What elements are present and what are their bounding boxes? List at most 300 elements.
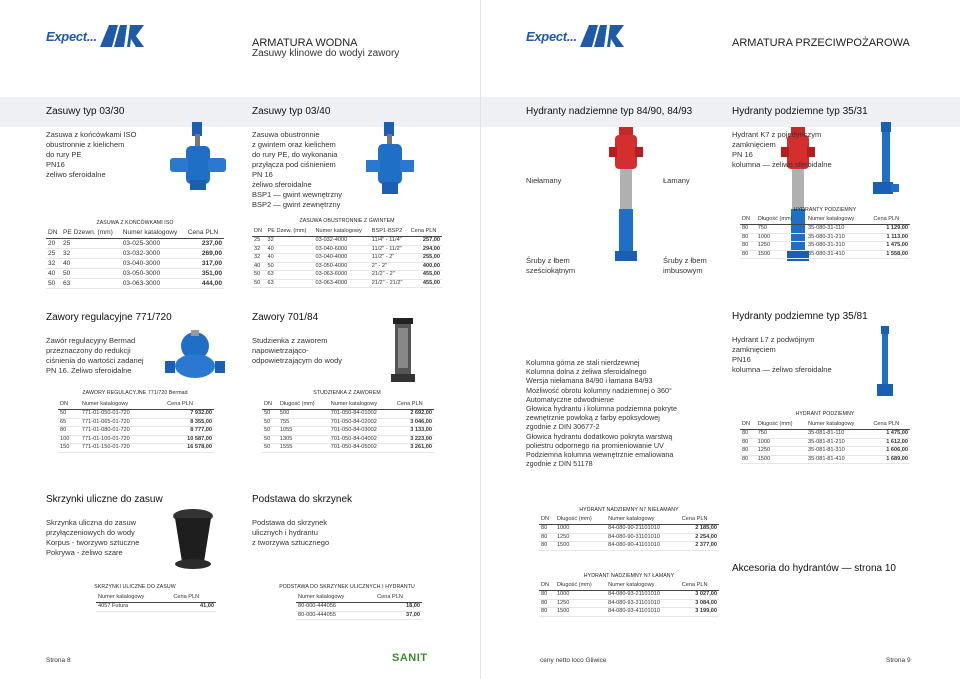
table-cell: 4057 Futura <box>96 603 171 612</box>
desc-line: z gwintem oraz kielichem <box>252 140 336 149</box>
table-cell: 03-032-4000 <box>313 237 369 246</box>
table-body <box>740 430 910 464</box>
expect-text: Expect... <box>526 28 577 44</box>
desc-line: PN16 <box>732 355 751 364</box>
feature-line: Głowica hydrantu i kolumna podziemna pokryte <box>526 404 678 414</box>
desc-line: imbusowym <box>663 266 703 275</box>
table-cell: 32 <box>252 254 266 263</box>
table-row <box>740 242 910 251</box>
table-cell: 1555 <box>278 444 329 453</box>
table-cell: 50 <box>262 444 278 453</box>
desc-line: żeliwo sferoidalne <box>252 180 312 189</box>
table-row <box>262 435 434 444</box>
section-title-zawory-70184: Zawory 701/84 <box>252 312 319 323</box>
table-cell: 25 <box>252 237 266 246</box>
table-cell: 32 <box>252 245 266 254</box>
table-row <box>740 430 910 439</box>
table-row <box>296 611 422 620</box>
zasuwy-0330-price-table <box>46 228 224 289</box>
zasuwy-0340-price-table <box>252 227 442 288</box>
table-cell: 80 <box>740 242 756 251</box>
underground-hydrant-3581-image <box>873 324 897 400</box>
accessories-link[interactable]: Akcesoria do hydrantów — strona 10 <box>732 563 896 574</box>
table-cell: 1000 <box>756 233 806 242</box>
table-cell: 8 355,00 <box>165 418 214 427</box>
table-cell: 701-050-84-05002 <box>329 444 395 453</box>
label-sruby-szesciokatne <box>526 256 575 276</box>
table-cell: 1250 <box>756 447 806 456</box>
price-note: ceny netto loco Gliwice <box>540 657 607 664</box>
table-row <box>252 254 442 263</box>
section-header-title: ARMATURA WODNA <box>252 37 358 49</box>
table-cell: 80 <box>539 542 555 551</box>
table-body <box>539 591 719 617</box>
table-cell: 03-040-3000 <box>121 259 186 269</box>
table-cell: 16 578,00 <box>165 444 214 453</box>
table-cell: 317,00 <box>186 259 224 269</box>
section-title-zasuwy-0340: Zasuwy typ 03/40 <box>252 106 331 117</box>
table-cell: 1500 <box>555 608 606 617</box>
table-cell: 701-050-84-02002 <box>329 418 395 427</box>
zasuwy-0340-table-caption: ZASUWA OBUSTRONNIE Z GWINTEM <box>299 218 395 224</box>
table-body <box>46 239 224 289</box>
table-cell: 40 <box>46 269 61 279</box>
desc-line: kolumna — żeliwo sferoidalne <box>732 160 832 169</box>
right-page <box>480 0 960 679</box>
desc-line: BSP2 — gwint zewnętrzny <box>252 200 341 209</box>
table-cell: 455,00 <box>409 271 442 280</box>
desc-line: Zasuwa z końcówkami ISO <box>46 130 137 139</box>
table-cell: 32 <box>46 259 61 269</box>
desc-line: zamknięciem <box>732 345 776 354</box>
feature-line: Kolumna górna ze stali nierdzewnej <box>526 358 640 367</box>
skrzynki-description <box>46 518 176 558</box>
table-row <box>58 418 214 427</box>
table-cell: 3 027,00 <box>680 591 719 600</box>
table-cell: 80 <box>740 455 756 464</box>
hydranty-3531-table-caption: HYDRANTY PODZIEMNY <box>793 207 857 213</box>
col-header: DN <box>46 228 61 239</box>
table-cell: 03-063-4000 <box>313 279 369 288</box>
desc-line: odpowietrzającym do wody <box>252 356 343 365</box>
col-header: PE Dzewn. (mm) <box>61 228 121 239</box>
desc-line: sześciokątnym <box>526 266 576 275</box>
podstawa-table-caption: PODSTAWA DO SKRZYNEK ULICZNYCH I HYDRANTU <box>279 584 415 590</box>
col-header: DN <box>252 227 266 237</box>
table-cell: 63 <box>266 279 314 288</box>
table-cell: 37,00 <box>375 611 422 620</box>
desc-line: przeznaczony do redukcji <box>46 346 131 355</box>
table-cell: 2 692,00 <box>395 410 434 419</box>
label-lamany: Łamany <box>663 176 690 185</box>
desc-line: przyłącza pod ciśnieniem <box>252 160 336 169</box>
table-cell: 400,00 <box>409 262 442 271</box>
table-cell: 84-080-93-21101010 <box>606 591 680 600</box>
table-cell: 10 587,00 <box>165 435 214 444</box>
desc-line: ciśnienia do wartości zadanej <box>46 356 144 365</box>
table-cell: 80 <box>740 438 756 447</box>
table-cell: 50 <box>46 279 61 289</box>
table-cell: 1 606,00 <box>871 447 910 456</box>
table-cell: 1250 <box>756 242 806 251</box>
desc-line: Pokrywa - żeliwo szare <box>46 548 123 557</box>
table-cell: 80 <box>539 591 555 600</box>
table-row <box>740 438 910 447</box>
table-cell: 1250 <box>555 533 606 542</box>
table-cell: 03-050-3000 <box>121 269 186 279</box>
table-cell: 455,00 <box>409 279 442 288</box>
col-header: Numer katalogowy <box>806 420 871 430</box>
col-header: Cena PLN <box>375 593 422 603</box>
avk-logo-icon <box>100 25 144 47</box>
brand-logo-right <box>526 24 624 48</box>
table-cell: 3 199,00 <box>680 608 719 617</box>
desc-line: Śruby z łbem <box>526 256 570 265</box>
table-cell: 771-01-100-01-720 <box>80 435 165 444</box>
table-cell: 2 185,00 <box>680 525 719 534</box>
col-header: Długość (mm) <box>555 581 606 591</box>
col-header: Numer katalogowy <box>96 593 171 603</box>
table-cell: 84-080-90-21101010 <box>606 525 680 534</box>
table-cell: 80 <box>740 447 756 456</box>
section-title-podstawa: Podstawa do skrzynek <box>252 494 353 505</box>
table-cell: 294,00 <box>409 245 442 254</box>
avk-logo-icon <box>580 25 624 47</box>
table-cell: 7 932,00 <box>165 410 214 419</box>
feature-line: Kolumna dolna z żeliwa sferoidalnego <box>526 367 647 377</box>
desc-line: PN16 <box>46 160 65 169</box>
desc-line: Skrzynka uliczna do zasuw <box>46 518 137 527</box>
table-cell: 50 <box>262 435 278 444</box>
table-cell: 65 <box>58 418 80 427</box>
desc-line: do rury PE, do wykonania <box>252 150 338 159</box>
table-cell: 1055 <box>278 427 329 436</box>
table-cell: 80-000-444056 <box>296 603 375 612</box>
feature-line: zewnętrznie powłoką z farby epoksydowej <box>526 413 660 423</box>
table-body <box>740 225 910 259</box>
zasuwy-0330-description <box>46 130 176 180</box>
table-cell: 1500 <box>756 455 806 464</box>
table-cell: 80 <box>539 533 555 542</box>
table-row <box>262 427 434 436</box>
col-header: Cena PLN <box>165 400 214 410</box>
table-row <box>740 233 910 242</box>
table-cell: 750 <box>756 225 806 234</box>
table-cell: 701-050-84-01002 <box>329 410 395 419</box>
table-cell: 03-040-4000 <box>313 254 369 263</box>
table-cell: 03-032-3000 <box>121 249 186 259</box>
desc-line: ulicznych i hydrantu <box>252 528 318 537</box>
table-cell: 3 084,00 <box>680 599 719 608</box>
table-cell: 1 475,00 <box>871 242 910 251</box>
sanit-logo: SANIT <box>392 652 428 664</box>
hydranty-3581-price-table <box>740 420 910 464</box>
table-cell: 3 261,00 <box>395 444 434 453</box>
table-cell: 50 <box>252 271 266 280</box>
table-cell: 1000 <box>555 591 606 600</box>
zawory-70184-description <box>252 336 372 366</box>
feature-line: poliestru odpornego na promieniowanie UV <box>526 440 664 450</box>
table-row <box>58 410 214 419</box>
table-cell: 1000 <box>756 438 806 447</box>
section-title-zasuwy-0330: Zasuwy typ 03/30 <box>46 106 125 117</box>
table-cell: 257,00 <box>409 237 442 246</box>
desc-line: kolumna — żeliwo sferoidalne <box>732 365 832 374</box>
hydranty-3581-description <box>732 335 862 375</box>
section-title-hydranty-3581: Hydranty podziemne typ 35/81 <box>732 311 868 322</box>
table-cell: 500 <box>278 410 329 419</box>
feature-line: Głowica hydrantu dodatkowo pokryta warstwą <box>526 431 673 441</box>
table-cell: 1 113,00 <box>871 233 910 242</box>
table-row <box>296 603 422 612</box>
table-cell: 771-01-050-01-720 <box>80 410 165 419</box>
table-body <box>539 525 719 551</box>
col-header: Cena PLN <box>871 215 910 225</box>
section-title-zawory-regulacyjne: Zawory regulacyjne 771/720 <box>46 312 172 323</box>
table-cell: 255,00 <box>409 254 442 263</box>
podstawa-price-table <box>296 593 422 620</box>
table-cell: 35-081-81-310 <box>806 447 871 456</box>
hydrant-nielamany-table-caption: HYDRANT NADZIEMNY N7 NIEŁAMANY <box>579 507 679 513</box>
table-cell: 50 <box>262 410 278 419</box>
table-row <box>539 591 719 600</box>
zawory-regulacyjne-table-caption: ZAWORY REGULACYJNE 771/720 Bermad <box>82 390 188 396</box>
table-cell: 1250 <box>555 599 606 608</box>
desc-line: do rury PE <box>46 150 82 159</box>
section-title-hydranty-nadziemne: Hydranty nadziemne typ 84/90, 84/93 <box>526 106 693 117</box>
table-row <box>740 250 910 259</box>
table-cell: 50 <box>61 269 121 279</box>
table-cell: 03-050-4000 <box>313 262 369 271</box>
col-header: Numer katalogowy <box>806 215 871 225</box>
table-row <box>46 259 224 269</box>
table-body <box>252 237 442 288</box>
col-header: Numer katalogowy <box>606 515 680 525</box>
table-cell: 32 <box>61 249 121 259</box>
table-cell: 35-080-31-410 <box>806 250 871 259</box>
table-cell: 63 <box>266 271 314 280</box>
table-cell: 1305 <box>278 435 329 444</box>
desc-line: napowietrzająco- <box>252 346 309 355</box>
col-header: PE Dzew. (mm) <box>266 227 314 237</box>
table-cell: 11/2" - 2" <box>370 254 409 263</box>
col-header: Długość (mm) <box>756 420 806 430</box>
table-cell: 1 612,00 <box>871 438 910 447</box>
underground-hydrant-3531-image <box>871 120 901 202</box>
desc-line: PN 16. Żeliwo sferoidalne <box>46 366 132 375</box>
desc-line: Podstawa do skrzynek <box>252 518 328 527</box>
table-cell: 237,00 <box>186 239 224 249</box>
desc-line: PN 16 <box>252 170 273 179</box>
table-row <box>262 418 434 427</box>
desc-line: Hydrant L7 z podwójnym <box>732 335 815 344</box>
table-cell: 80 <box>539 525 555 534</box>
desc-line: BSP1 — gwint wewnętrzny <box>252 190 343 199</box>
table-cell: 40 <box>266 245 314 254</box>
col-header: Długość (mm) <box>278 400 329 410</box>
table-cell: 269,00 <box>186 249 224 259</box>
table-cell: 771-01-150-01-720 <box>80 444 165 453</box>
table-cell: 3 046,00 <box>395 418 434 427</box>
zawory-70184-price-table <box>262 400 434 453</box>
col-header: DN <box>740 215 756 225</box>
table-cell: 1 129,00 <box>871 225 910 234</box>
col-header: Cena PLN <box>171 593 216 603</box>
col-header: Numer katalogowy <box>121 228 186 239</box>
gate-valve-0340-image <box>360 120 420 200</box>
table-cell: 35-081-81-410 <box>806 455 871 464</box>
street-box-image <box>168 506 218 570</box>
table-cell: 84-080-93-31101010 <box>606 599 680 608</box>
label-nielamany: Niełamany <box>526 176 562 185</box>
desc-line: zamknięciem <box>732 140 776 149</box>
col-header: Numer katalogowy <box>296 593 375 603</box>
table-cell: 41,00 <box>171 603 216 612</box>
table-cell: 80-000-444055 <box>296 611 375 620</box>
table-cell: 80 <box>539 599 555 608</box>
table-cell: 3 133,00 <box>395 427 434 436</box>
table-cell: 771-01-080-01-720 <box>80 427 165 436</box>
col-header: DN <box>58 400 80 410</box>
table-row <box>740 447 910 456</box>
section-title-skrzynki: Skrzynki uliczne do zasuw <box>46 494 163 505</box>
table-row <box>539 608 719 617</box>
table-row <box>46 279 224 289</box>
table-cell: 84-080-93-41101010 <box>606 608 680 617</box>
table-cell: 1000 <box>555 525 606 534</box>
control-valve-image <box>165 328 225 386</box>
col-header: Długość (mm) <box>756 215 806 225</box>
table-row <box>252 262 442 271</box>
feature-line: Automatyczne odwodnienie <box>526 394 614 404</box>
col-header: Numer katalogowy <box>329 400 395 410</box>
desc-line: przyłączeniowych do wody <box>46 528 135 537</box>
table-cell: 771-01-065-01-720 <box>80 418 165 427</box>
table-cell: 701-050-84-04002 <box>329 435 395 444</box>
table-cell: 2 254,00 <box>680 533 719 542</box>
table-row <box>740 455 910 464</box>
table-cell: 1 689,00 <box>871 455 910 464</box>
col-header: Cena PLN <box>409 227 442 237</box>
table-cell: 40 <box>61 259 121 269</box>
desc-line: obustronnie z kielichem <box>46 140 125 149</box>
table-cell: 11/2" - 11/2" <box>370 245 409 254</box>
col-header: Cena PLN <box>871 420 910 430</box>
skrzynki-price-table <box>96 593 216 612</box>
hydrant-lamany-price-table <box>539 581 719 617</box>
table-cell: 84-080-90-41101010 <box>606 542 680 551</box>
table-row <box>58 435 214 444</box>
feature-line: Podziemna kolumna wewnętrznie emaliowana <box>526 450 674 460</box>
col-header: DN <box>539 515 555 525</box>
feature-line: zgodnie z DIN 30677-2 <box>526 422 600 432</box>
desc-line: Śruby z łbem <box>663 256 707 265</box>
col-header: Cena PLN <box>186 228 224 239</box>
table-row <box>539 525 719 534</box>
table-cell: 35-080-31-210 <box>806 233 871 242</box>
feature-line: Wersja niełamana 84/90 i łamana 84/93 <box>526 376 653 386</box>
table-cell: 35-081-81-110 <box>806 430 871 439</box>
desc-line: Hydrant K7 z pojedynczym <box>732 130 822 139</box>
desc-line: Studzienka z zaworem <box>252 336 328 345</box>
table-cell: 11/4" - 11/4" <box>370 237 409 246</box>
hydranty-3581-table-caption: HYDRANT PODZIEMNY <box>795 411 855 417</box>
table-cell: 1500 <box>555 542 606 551</box>
table-cell: 84-080-90-31101010 <box>606 533 680 542</box>
section-header-title: ARMATURA PRZECIWPOŻAROWA <box>732 37 910 49</box>
table-cell: 701-050-84-03002 <box>329 427 395 436</box>
col-header: BSP1-BSP2 <box>370 227 409 237</box>
col-header: DN <box>539 581 555 591</box>
table-cell: 150 <box>58 444 80 453</box>
table-cell: 18,00 <box>375 603 422 612</box>
table-cell: 21/2" - 21/2" <box>370 279 409 288</box>
table-cell: 1 475,00 <box>871 430 910 439</box>
table-row <box>46 249 224 259</box>
table-cell: 25 <box>46 249 61 259</box>
feature-line: zgodnie z DIN 51178 <box>526 459 593 469</box>
table-cell: 35-080-31-110 <box>806 225 871 234</box>
table-cell: 3 223,00 <box>395 435 434 444</box>
col-header: Cena PLN <box>395 400 434 410</box>
air-valve-chamber-image <box>385 316 421 384</box>
col-header: DN <box>740 420 756 430</box>
table-row <box>262 444 434 453</box>
table-cell: 80 <box>740 233 756 242</box>
label-sruby-imbusowe <box>663 256 707 276</box>
table-cell: 100 <box>58 435 80 444</box>
table-cell: 8 777,00 <box>165 427 214 436</box>
table-cell: 2" - 2" <box>370 262 409 271</box>
zasuwy-0330-table-caption: ZASUWA Z KOŃCÓWKAMI ISO <box>96 220 174 226</box>
desc-line: z tworzywa sztucznego <box>252 538 330 547</box>
page-number-right: Strona 9 <box>886 657 911 664</box>
section-title-hydranty-3531: Hydranty podziemne typ 35/31 <box>732 106 868 117</box>
section-header-subtitle: Zasuwy klinowe do wodyi zawory <box>252 48 400 59</box>
table-cell: 03-025-3000 <box>121 239 186 249</box>
desc-line: Korpus - tworzywo sztuczne <box>46 538 140 547</box>
table-cell: 2 377,00 <box>680 542 719 551</box>
table-body <box>96 603 216 612</box>
table-cell: 1 558,00 <box>871 250 910 259</box>
table-cell: 50 <box>252 279 266 288</box>
table-row <box>262 410 434 419</box>
hydrant-nielamany-price-table <box>539 515 719 551</box>
col-header: Numer katalogowy <box>313 227 369 237</box>
hydranty-3531-description <box>732 130 862 170</box>
col-header: Cena PLN <box>680 581 719 591</box>
table-cell: 40 <box>252 262 266 271</box>
table-row <box>539 599 719 608</box>
desc-line: żeliwo sferoidalne <box>46 170 106 179</box>
table-cell: 351,00 <box>186 269 224 279</box>
table-cell: 80 <box>740 225 756 234</box>
podstawa-description <box>252 518 372 548</box>
table-row <box>252 271 442 280</box>
desc-line: PN 16 <box>732 150 753 159</box>
table-row <box>740 225 910 234</box>
table-cell: 21/2" - 2" <box>370 271 409 280</box>
table-cell: 80 <box>539 608 555 617</box>
col-header: Numer katalogowy <box>606 581 680 591</box>
table-cell: 755 <box>278 418 329 427</box>
desc-line: Zawór regulacyjny Bermad <box>46 336 136 345</box>
table-row <box>96 603 216 612</box>
table-row <box>46 239 224 249</box>
table-cell: 80 <box>58 427 80 436</box>
table-cell: 80 <box>740 430 756 439</box>
table-cell: 63 <box>61 279 121 289</box>
